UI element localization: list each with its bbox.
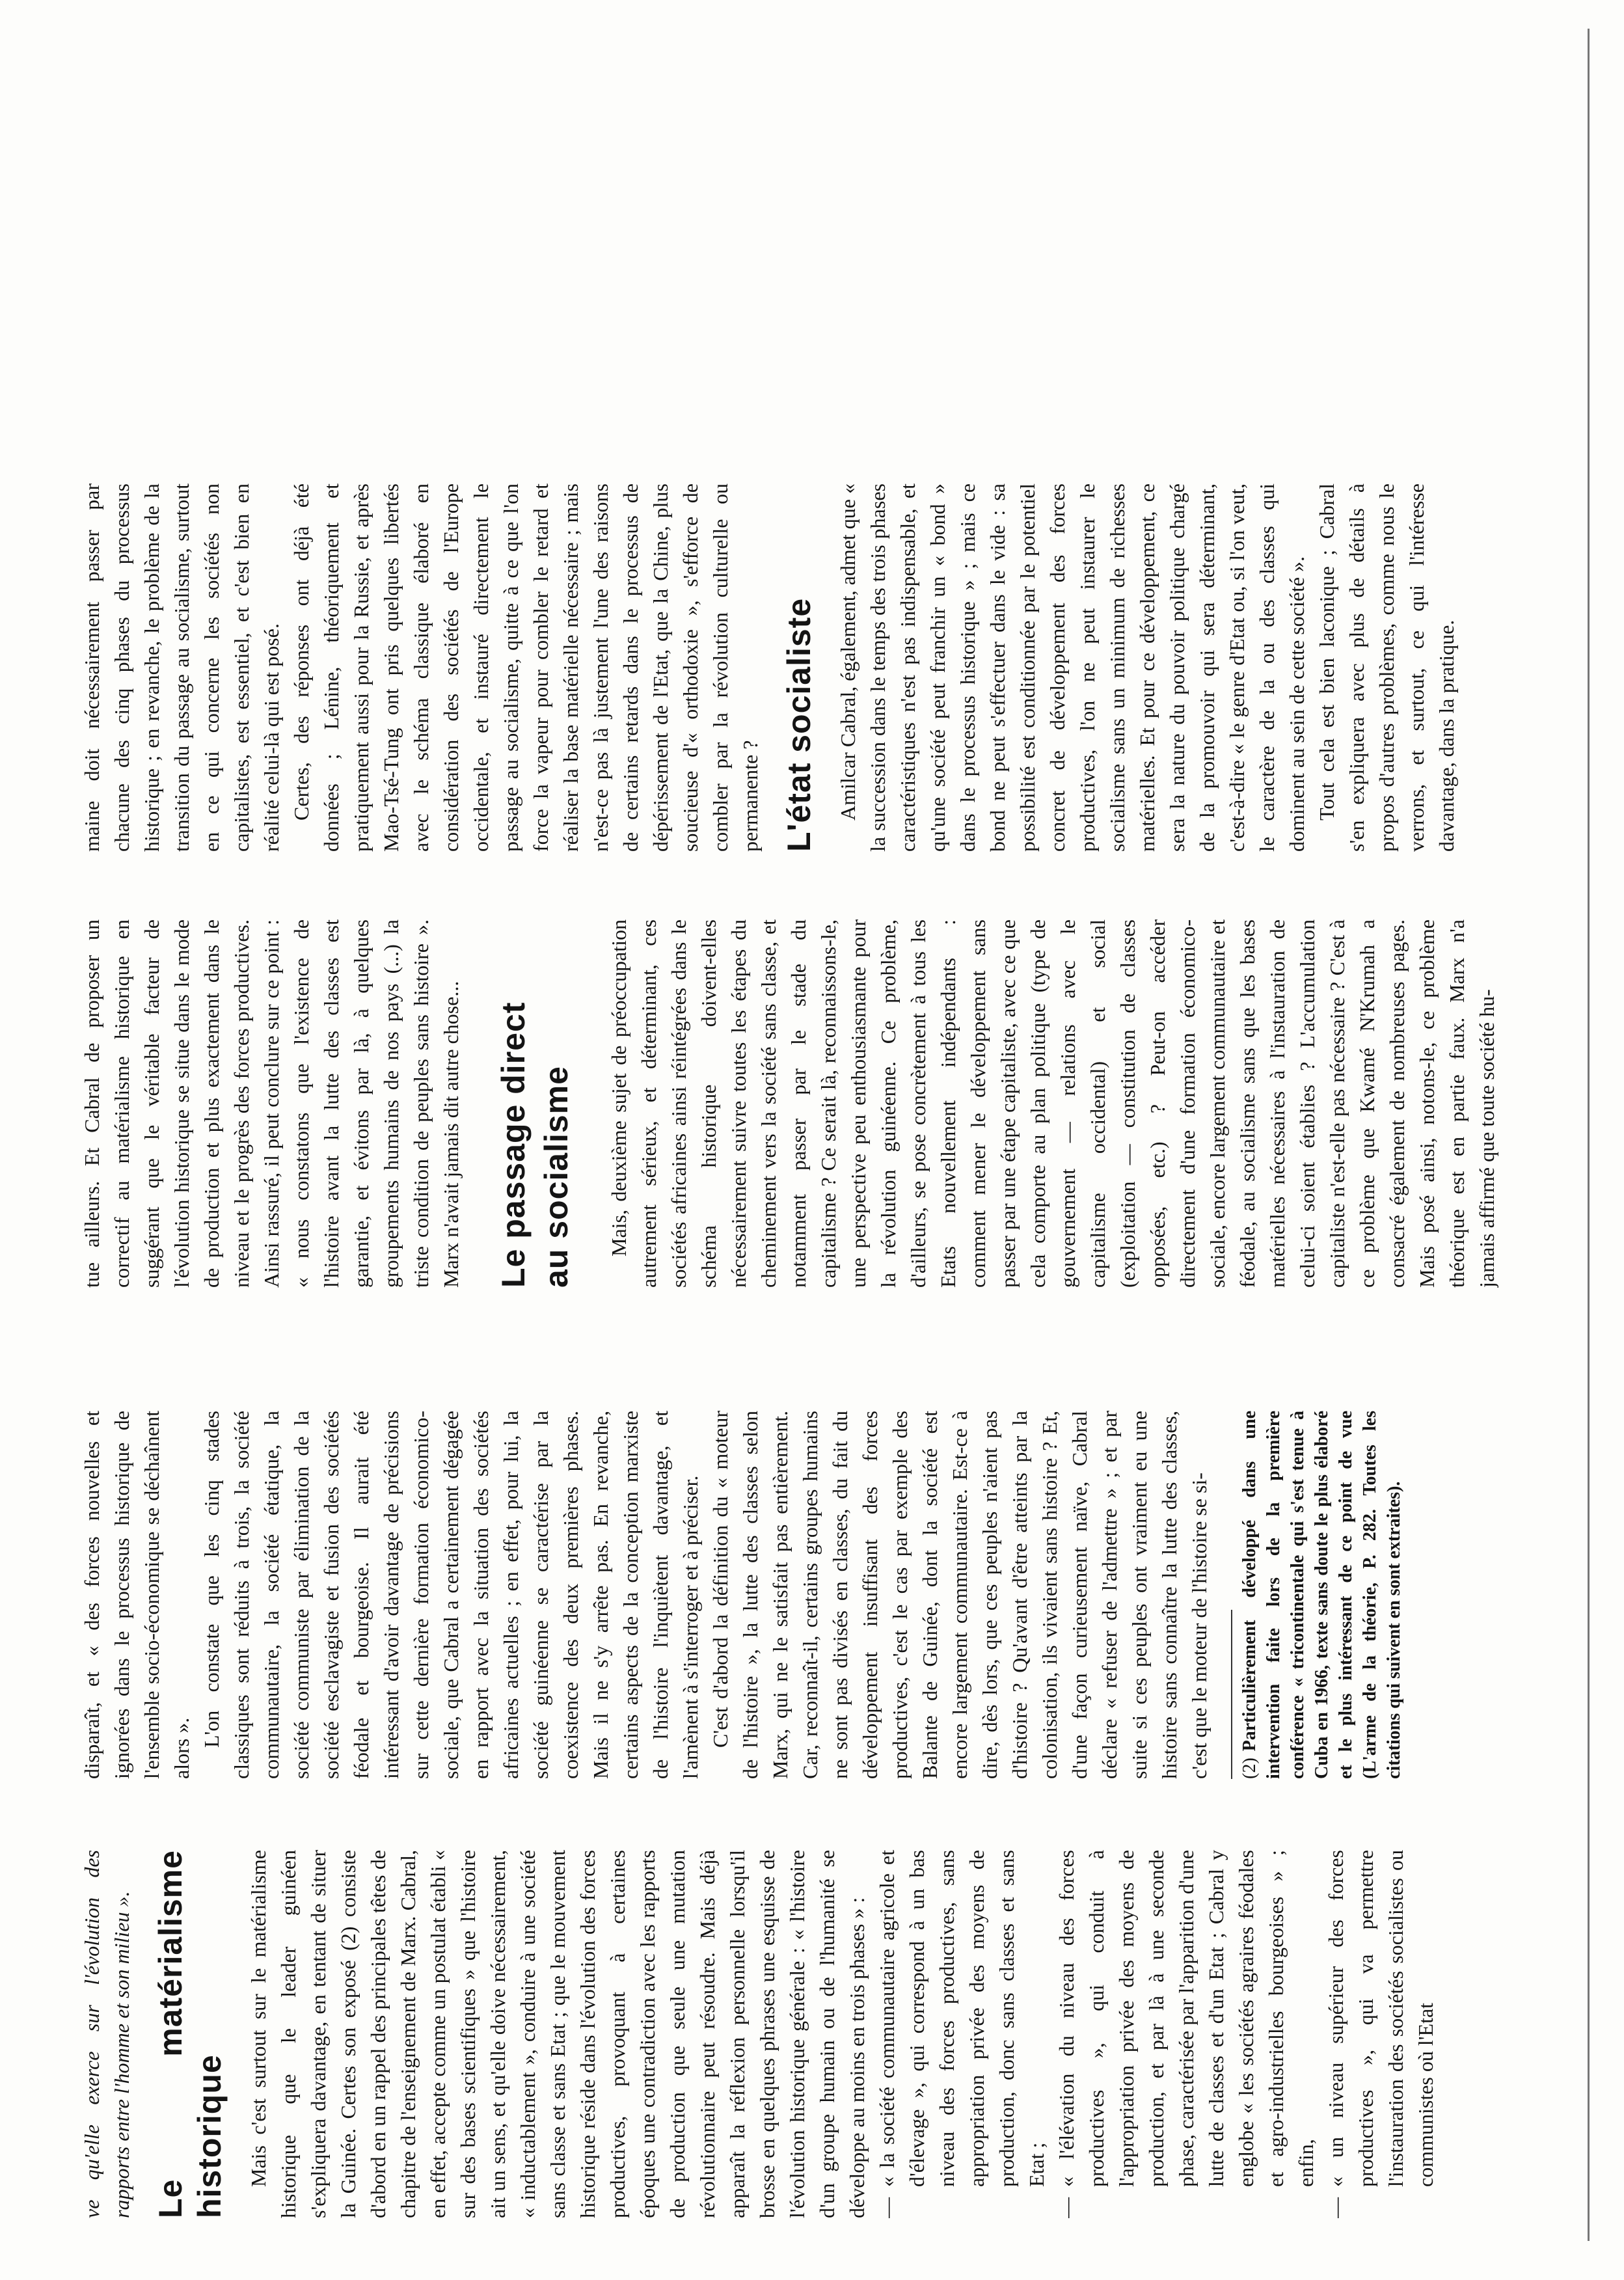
paragraph: tue ailleurs. Et Cabral de proposer un correctif au matérialisme historique en suggérant que le véritable facteur de l'évolution historique se situe dans le mode de production et plus exactement dans le niveau et le progrès des forces productives. Ainsi rassuré, il peut conclure sur ce point : « nous constatons que l'existence de l'histoire avant la lutte des classes est garantie, et évitons par là, à quelques groupements humains de nos pays (...) la triste condition de peuples sans histoire ». Marx n'avait jamais dit autre chose...	[80, 919, 463, 1288]
footnote-rule	[1231, 1610, 1232, 1779]
phase-list	[872, 1850, 1441, 2218]
column-1	[77, 1850, 1528, 2218]
heading-etat-socialiste: L'état socialiste	[781, 597, 817, 852]
lead-quote: ve qu'elle exerce sur l'évolution des rapports entre l'homme et son milieu ».	[80, 1850, 133, 2218]
page-edge-rule	[1588, 29, 1590, 2241]
paragraph: Mais c'est surtout sur le matérialisme historique que le leader guinéen s'expliquera davantage, en tentant de situer la Guinée. Certes son exposé (2) consiste d'abord en un rappel des principales têtes de chapitre de l'enseignement de Marx. Cabral, en effet, accepte comme un postulat établi « sur des bases scientifiques » que l'histoire ait un sens, et qu'elle doive nécessairement, « inductablement », conduire à une société sans classe et sans Etat ; que le mouvement historique réside dans l'évolution des forces productives, provoquant à certaines époques une contradiction avec les rapports de production que seule une mutation révolutionnaire peut résoudre. Mais déjà apparaît la réflexion personnelle lorsqu'il brosse en quelques phrases une esquisse de l'évolution historique générale : « l'histoire d'un groupe humain ou de l'humanité se développe au moins en trois phases » :	[247, 1850, 869, 2218]
paragraph: disparaît, et « des forces nouvelles et ignorées dans le processus historique de l'ensemble socio-économique se déchaînent alors ».	[80, 1411, 193, 1779]
paragraph: Certes, des réponses ont déjà été données ; Lénine, théoriquement et pratiquement aussi pour la Russie, et après Mao-Tsé-Tung ont pris quelques libertés avec le schéma classique élaboré en considération des sociétés de l'Europe occidentale, et instauré directement le passage au socialisme, quitte à ce que l'on force la vapeur pour combler le retard et réaliser la base matérielle nécessaire ; mais n'est-ce pas là justement l'une des raisons de certains retards dans le processus de dépérissement de l'Etat, que la Chine, plus soucieuse d'« orthodoxie », s'efforce de combler par la révolution culturelle ou permanente ?	[290, 483, 762, 852]
paragraph: maine doit nécessairement passer par chacune des cinq phases du processus historique ; en revanche, le problème de la transition du passage au socialisme, surtout en ce qui concerne les sociétés non capitalistes, est essentiel, et c'est bien en réalité celui-là qui est posé.	[80, 483, 283, 852]
phase-text: « un niveau supérieur des forces productives », qui va permettre l'instauration des sociétés socialistes ou communistes où l'Etat	[1324, 1850, 1437, 2187]
phase-item	[1321, 1850, 1441, 2187]
heading-materialisme: Le matérialisme historique	[152, 1850, 228, 2218]
column-3	[77, 919, 1528, 1288]
phase-text: « la société communautaire agricole et d'élevage », qui correspond à un bas niveau des forces productives, sans appropriation privée des moyens de production, donc sans classes et sans Etat ;	[875, 1850, 1048, 2187]
footnote	[1238, 1411, 1406, 1779]
column-2	[77, 1411, 1528, 1779]
phase-item	[1051, 1850, 1321, 2187]
column-4	[77, 483, 1528, 852]
heading-line: au socialisme	[538, 1066, 575, 1288]
paragraph: L'on constate que les cinq stades classiques sont réduits à trois, la société communautaire, la société étatique, la société communiste par élimination de la société esclavagiste et fusion des sociétés féodale et bourgeoise. Il aurait été intéressant d'avoir davantage de précisions sur cette dernière formation économico-sociale, que Cabral a certainement dégagée en rapport avec la situation des sociétés africaines actuelles ; en effet, pour lui, la société guinéenne se caractérise par la coexistence des deux premières phases. Mais il ne s'y arrête pas. En revanche, certains aspects de la conception marxiste de l'histoire l'inquiètent davantage, et l'amènent à s'interroger et à préciser.	[200, 1411, 702, 1779]
heading-line: Le passage direct	[495, 1001, 532, 1288]
phase-item	[872, 1850, 1051, 2187]
footnote-number: (2)	[1239, 1758, 1260, 1779]
heading-passage	[492, 919, 578, 1288]
paragraph: C'est d'abord la définition du « moteur de l'histoire », la lutte des classes selon Marx, qui ne le satisfait pas entièrement. Car, reconnaît-il, certains groupes humains ne sont pas divisés en classes, du fait du développement insuffisant des forces productives, c'est le cas par exemple des Balante de Guinée, dont la société est encore largement communautaire. Est-ce à dire, dès lors, que ces peuples n'aient pas d'histoire ? Qu'avant d'être atteints par la colonisation, ils vivaient sans histoire ? Et, d'une façon curieusement naïve, Cabral déclare « refuser de l'admettre » ; et par suite si ces peuples ont vraiment eu une histoire sans connaître la lutte des classes, c'est que le moteur de l'histoire se si-	[709, 1411, 1211, 1779]
footnote-text: Particulièrement développé dans une intervention faite lors de la première conférence « tricontinentale qui s'est tenue à Cuba en 1966, texte sans doute le plus élaboré et le plus intéressant de ce point de vue (L'arme de la théorie, P. 282. Toutes les citations qui suivent en sont extraites).	[1239, 1411, 1404, 1779]
phase-text: « l'élévation du niveau des forces productives », qui conduit à l'appropriation privée des moyens de production, et par là à une seconde phase, caractérisée par l'apparition d'une lutte de classes et d'un Etat ; Cabral y englobe « les sociétés agraires féodales et agro-industrielles bourgeoises » ; enfin,	[1055, 1850, 1318, 2187]
paragraph: Tout cela est bien laconique ; Cabral s'en expliquera avec plus de détails à propos d'autres problèmes, comme nous le verrons, et surtout, ce qui l'intéresse davantage, dans la pratique.	[1315, 483, 1458, 852]
paragraph: Amilcar Cabral, également, admet que « la succession dans le temps des trois phases caractéristiques n'est pas indispensable, et qu'une société peut franchir un « bond » dans le processus historique » ; mais ce bond ne peut s'effectuer dans le vide : sa possibilité est conditionnée par le potentiel concret de développement des forces productives, l'on ne peut instaurer le socialisme sans un minimum de richesses matérielles. Et pour ce développement, ce sera la nature du pouvoir politique chargé de la promouvoir qui sera déterminant, c'est-à-dire « le genre d'Etat ou, si l'on veut, le caractère de la ou des classes qui dominent au sein de cette société ».	[836, 483, 1308, 852]
paragraph: Mais, deuxième sujet de préoccupation autrement sérieux, et déterminant, ces sociétés africaines ainsi réintégrées dans le schéma historique doivent-elles nécessairement suivre toutes les étapes du cheminement vers la société sans classe, et notamment passer par le stade du capitalisme ? Ce serait là, reconnaissons-le, une perspective peu enthousiasmante pour la révolution guinéenne. Ce problème, d'ailleurs, se pose concrètement à tous les Etats nouvellement indépendants : comment mener le développement sans passer par une étape capitaliste, avec ce que cela comporte au plan politique (type de gouvernement — relations avec le capitalisme occidental) et social (exploitation — constitution de classes opposées, etc.) ? Peut-on accéder directement d'une formation économico-sociale, encore largement communautaire et féodale, au socialisme sans que les bases matérielles nécessaires à l'instauration de celui-ci soient établies ? L'accumulation capitaliste n'est-elle pas nécessaire ? C'est à ce problème que Kwamé N'Krumah a consacré également de nombreuses pages. Mais posé ainsi, notons-le, ce problème théorique est en partie faux. Marx n'a jamais affirmé que toute société hu-	[607, 919, 1498, 1288]
